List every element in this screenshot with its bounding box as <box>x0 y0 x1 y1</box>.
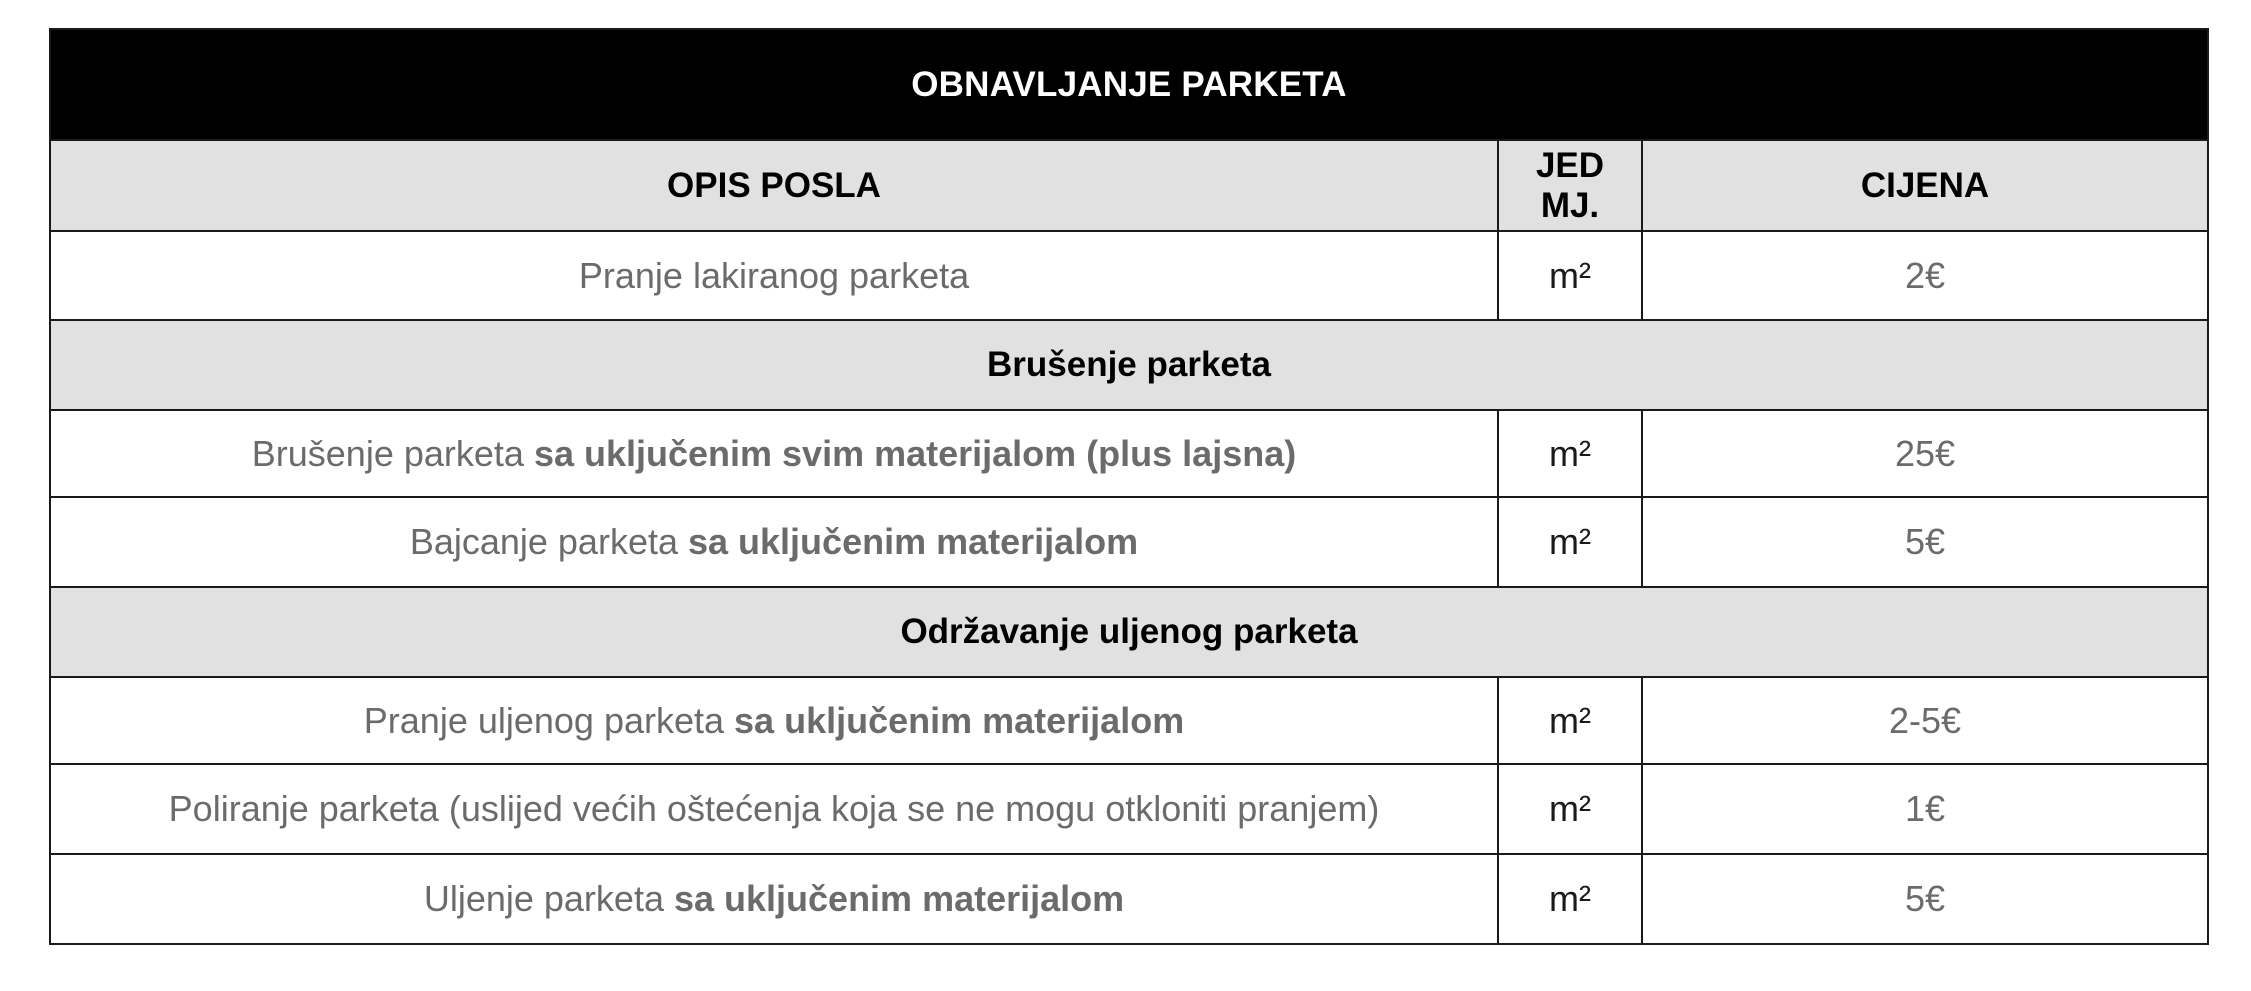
row-description <box>50 497 1498 587</box>
row-price: 25€ <box>1642 410 2208 497</box>
table-title-row <box>50 29 2208 140</box>
table-header-row <box>50 140 2208 231</box>
row-unit: m² <box>1498 497 1642 587</box>
section-title: Brušenje parketa <box>50 320 2208 410</box>
row-unit: m² <box>1498 764 1642 854</box>
row-unit: m² <box>1498 854 1642 944</box>
row-price: 2€ <box>1642 231 2208 320</box>
unit-header-line2: MJ. <box>1540 185 1600 225</box>
row-price: 5€ <box>1642 854 2208 944</box>
column-header-price: CIJENA <box>1642 140 2208 231</box>
table-row <box>50 677 2208 764</box>
row-price: 1€ <box>1642 764 2208 854</box>
table-row <box>50 854 2208 944</box>
row-unit: m² <box>1498 410 1642 497</box>
row-unit: m² <box>1498 231 1642 320</box>
section-row <box>50 587 2208 677</box>
description-text: Poliranje parketa (uslijed većih oštećenja koja se ne mogu otkloniti pranjem) <box>168 788 1380 829</box>
description-text: Pranje lakiranog parketa <box>578 254 970 296</box>
table-row <box>50 231 2208 320</box>
table-row <box>50 497 2208 587</box>
description-bold: sa uključenim materijalom <box>734 699 1185 741</box>
row-description <box>50 410 1498 497</box>
table-title: OBNAVLJANJE PARKETA <box>50 29 2208 140</box>
row-description <box>50 854 1498 944</box>
section-title: Održavanje uljenog parketa <box>50 587 2208 677</box>
row-unit: m² <box>1498 677 1642 764</box>
description-bold: sa uključenim materijalom <box>673 878 1125 919</box>
description-bold: sa uključenim materijalom <box>688 521 1139 562</box>
row-description <box>50 231 1498 320</box>
row-price: 2-5€ <box>1642 677 2208 764</box>
description-text: Uljenje parketa <box>423 878 674 919</box>
row-price: 5€ <box>1642 497 2208 587</box>
table-row <box>50 764 2208 854</box>
unit-header-line1: JED <box>1535 145 1605 185</box>
section-row <box>50 320 2208 410</box>
description-text: Bajcanje parketa <box>409 521 688 562</box>
price-table <box>49 28 2209 945</box>
table-row <box>50 410 2208 497</box>
row-description <box>50 764 1498 854</box>
description-bold: sa uključenim svim materijalom (plus lajsna) <box>533 432 1297 474</box>
column-header-unit <box>1498 140 1642 231</box>
description-text: Pranje uljenog parketa <box>363 699 735 741</box>
column-header-description: OPIS POSLA <box>50 140 1498 231</box>
description-text: Brušenje parketa <box>251 432 534 474</box>
row-description <box>50 677 1498 764</box>
